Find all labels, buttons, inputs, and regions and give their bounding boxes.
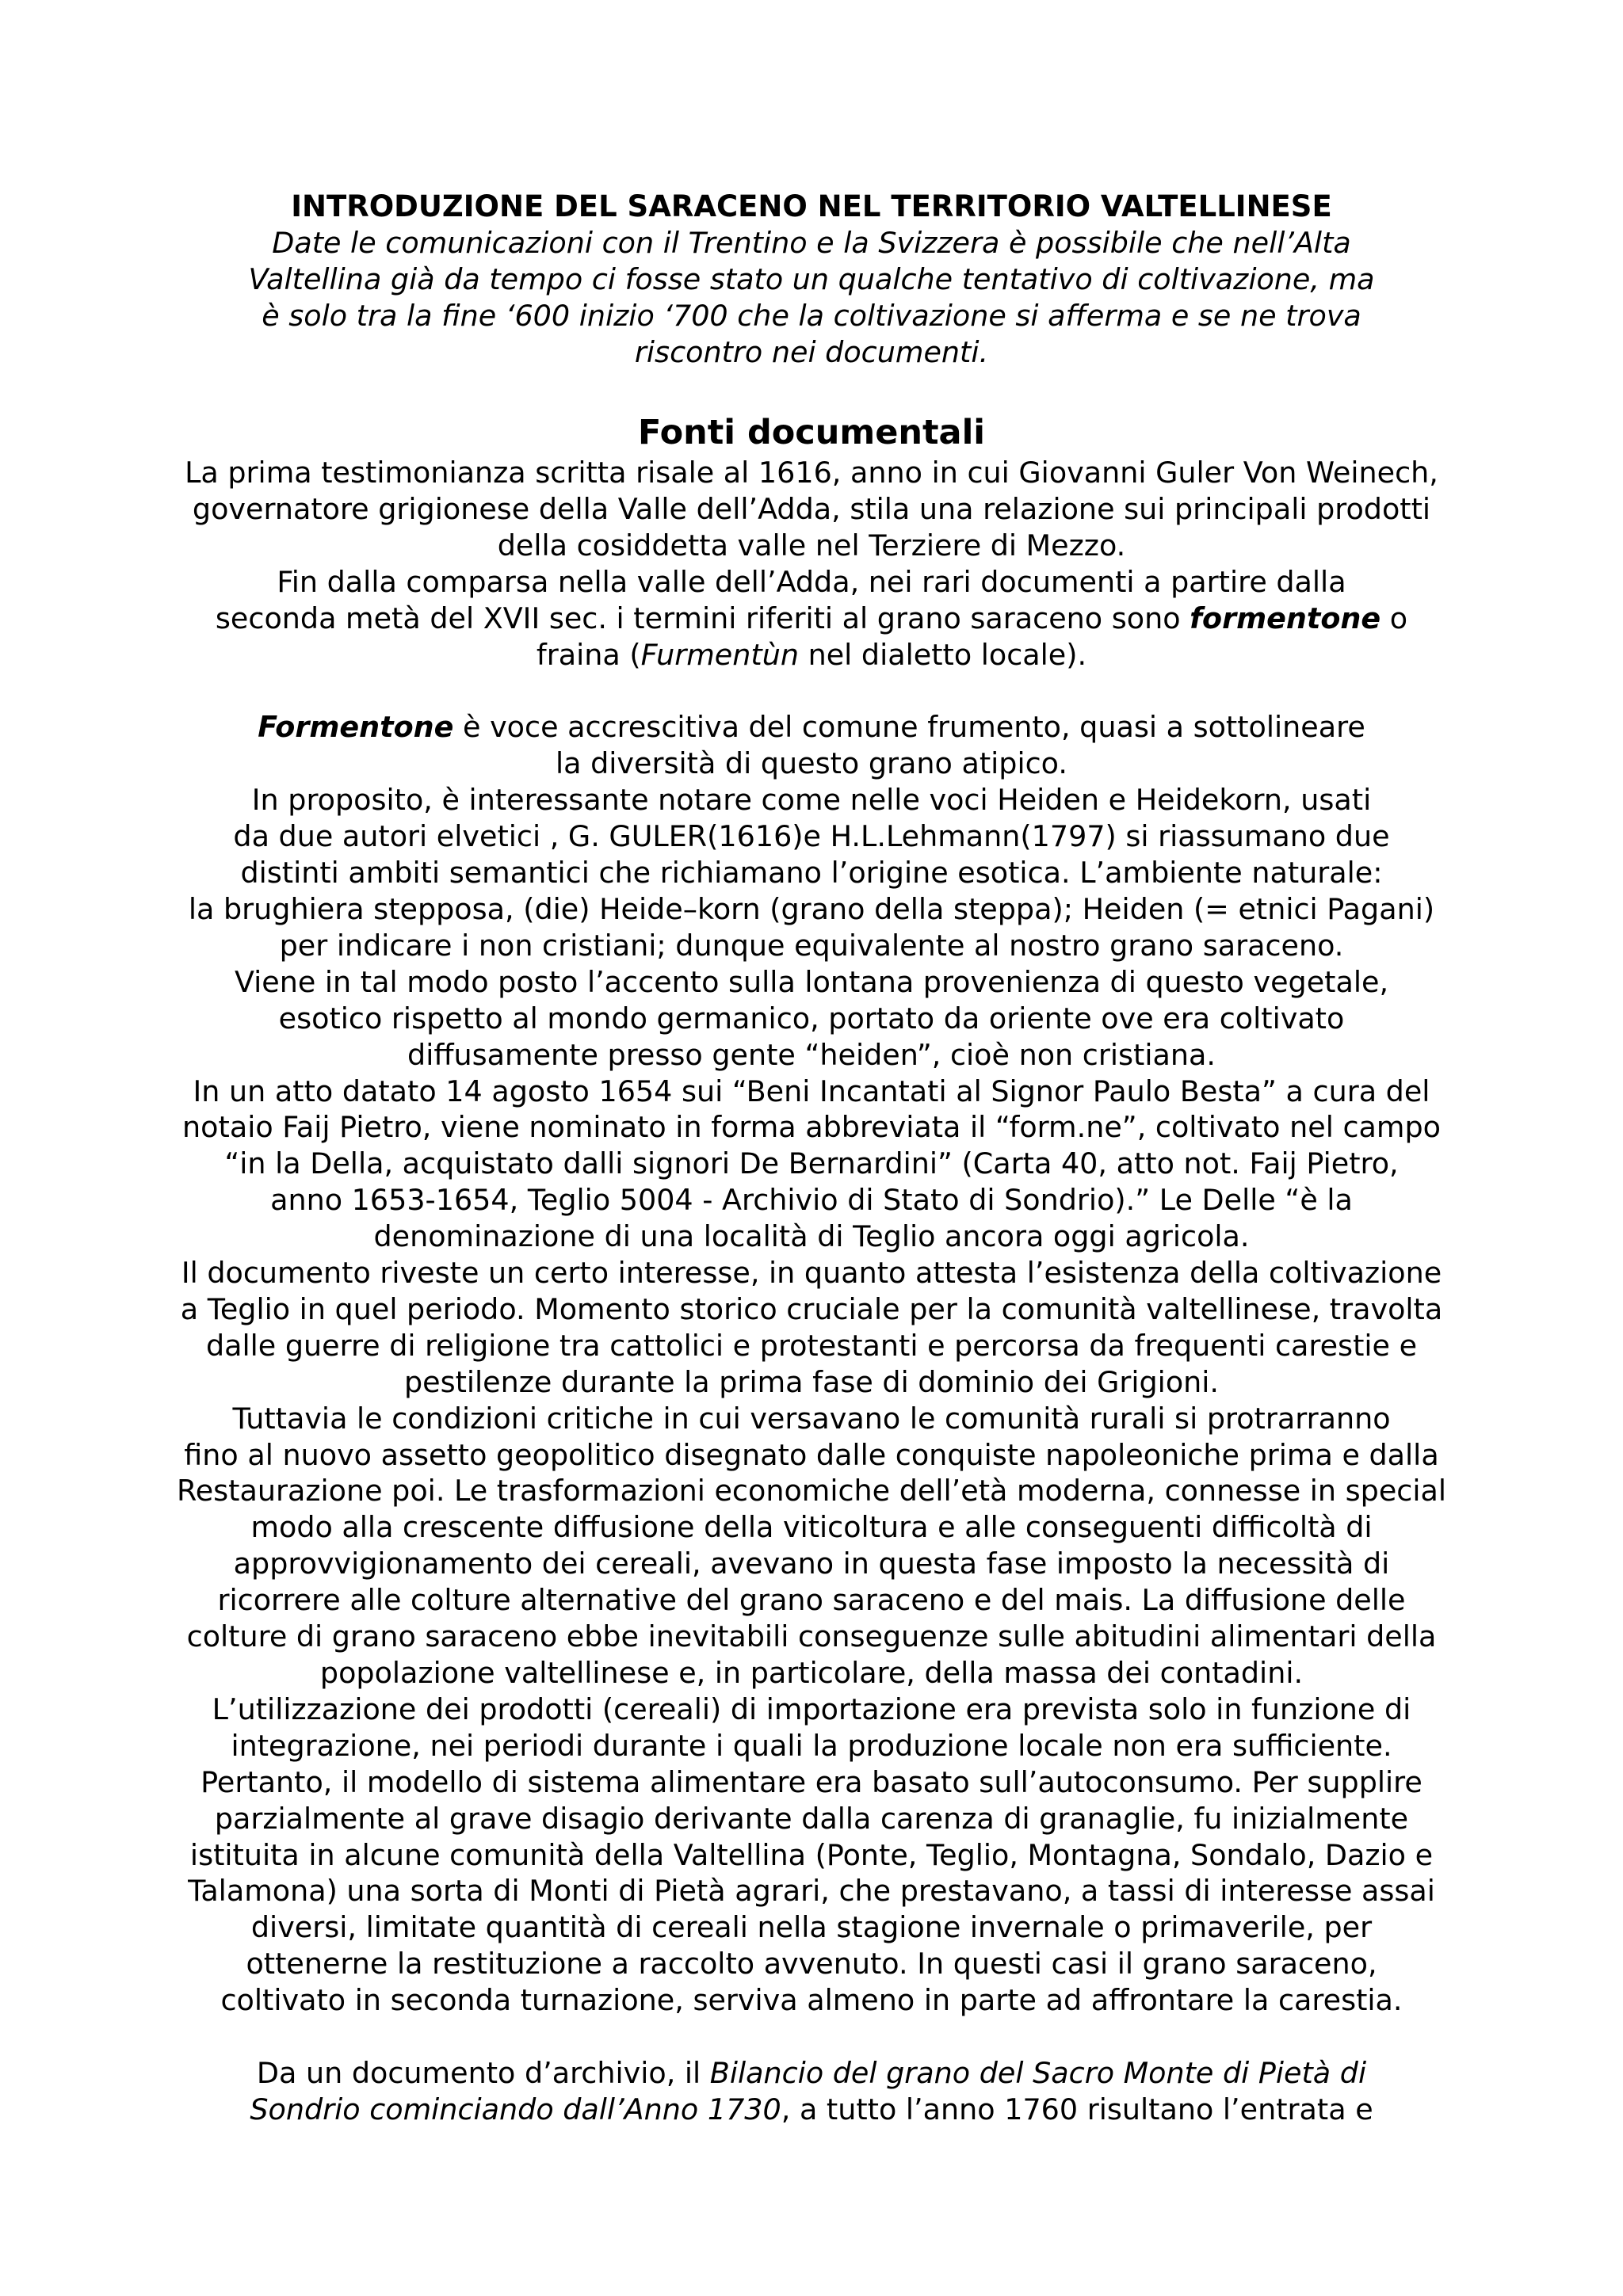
emphasis-term: formentone (1190, 601, 1381, 635)
text-line: dalle guerre di religione tra cattolici e protestanti e percorsa da frequenti carestie e (205, 1328, 1418, 1363)
text-line: ricorrere alle colture alternative del grano saraceno e del mais. La diffusione delle (217, 1583, 1406, 1618)
text-line: anno 1653-1654, Teglio 5004 - Archivio di Stato di Sondrio).” Le Delle “è la (270, 1183, 1353, 1218)
text-line: distinti ambiti semantici che richiamano l’origine esotica. L’ambiente naturale: (240, 856, 1383, 891)
text-run: seconda metà del XVII sec. i termini riferiti al grano saraceno sono (215, 601, 1190, 635)
text-line: Fin dalla comparsa nella valle dell’Adda, nei rari documenti a partire dalla (277, 564, 1346, 599)
text-run: o (1381, 601, 1408, 635)
text-line: Il documento riveste un certo interesse, in quanto attesta l’esistenza della coltivazione (181, 1256, 1442, 1291)
text-line: governatore grigionese della Valle dell’Adda, stila una relazione sui principali prodotti (192, 491, 1431, 526)
section-heading: Fonti documentali (637, 413, 986, 452)
text-line: Date le comunicazioni con il Trentino e la Svizzera è possibile che nell’Alta (272, 226, 1351, 260)
text-line: approvvigionamento dei cereali, avevano in questa fase imposto la necessità di (233, 1547, 1390, 1581)
text-line: della cosiddetta valle nel Terziere di Mezzo. (497, 528, 1126, 563)
text-line: In proposito, è interessante notare come nelle voci Heiden e Heidekorn, usati (251, 783, 1372, 818)
text-run: fraina ( (536, 637, 641, 672)
text-line: da due autori elvetici , G. GULER(1616)e H.L.Lehmann(1797) si riassumano due (233, 819, 1390, 854)
text-line: Restaurazione poi. Le trasformazioni economiche dell’età moderna, connesse in special (176, 1474, 1447, 1508)
text-line (143, 601, 1480, 637)
text-run: è voce accrescitiva del comune frumento, quasi a sottolineare (453, 710, 1365, 745)
page-title: INTRODUZIONE DEL SARACENO NEL TERRITORIO VALTELLINESE (291, 189, 1332, 223)
text-line: esotico rispetto al mondo germanico, portato da oriente ove era coltivato (278, 1001, 1345, 1035)
text-line: integrazione, nei periodi durante i quali la produzione locale non era sufficiente. (231, 1728, 1392, 1763)
text-line: diversi, limitate quantità di cereali nella stagione invernale o primaverile, per (250, 1910, 1373, 1945)
text-line: a Teglio in quel periodo. Momento storico cruciale per la comunità valtellinese, travolta (180, 1291, 1443, 1326)
sources-section (143, 410, 1480, 2128)
intro-section (143, 189, 1480, 371)
text-line: riscontro nei documenti. (634, 335, 989, 369)
text-line: L’utilizzazione dei prodotti (cereali) di importazione era prevista solo in funzione di (212, 1691, 1411, 1726)
text-line: ottenerne la restituzione a raccolto avvenuto. In questi casi il grano saraceno, (246, 1947, 1377, 1981)
text-line: Viene in tal modo posto l’accento sulla lontana provenienza di questo vegetale, (234, 964, 1389, 999)
text-line: la diversità di questo grano atipico. (556, 746, 1067, 781)
text-line (143, 2092, 1480, 2128)
text-line: denominazione di una località di Teglio ancora oggi agricola. (373, 1219, 1250, 1254)
text-line (143, 709, 1480, 746)
text-line: popolazione valtellinese e, in particolare, della massa dei contadini. (319, 1656, 1304, 1690)
paragraph-sources (143, 455, 1480, 673)
paragraph-gap (143, 673, 1480, 709)
text-run: nel dialetto locale). (798, 637, 1087, 672)
dialect-term: Furmentùn (640, 637, 799, 672)
text-line: coltivato in seconda turnazione, serviva almeno in parte ad affrontare la carestia. (220, 1983, 1403, 2018)
paragraph-gap (143, 2019, 1480, 2055)
text-line: parzialmente al grave disagio derivante dalla carenza di granaglie, fu inizialmente (214, 1801, 1409, 1836)
text-line: fino al nuovo assetto geopolitico disegnato dalle conquiste napoleoniche prima e dalla (184, 1437, 1439, 1472)
text-line: In un atto datato 14 agosto 1654 sui “Beni Incantati al Signor Paulo Besta” a cura del (193, 1074, 1430, 1108)
text-line: la brughiera stepposa, (die) Heide–korn (grano della steppa); Heiden (= etnici Pagani) (188, 891, 1435, 926)
text-line: Valtellina già da tempo ci fosse stato un qualche tentativo di coltivazione, ma (248, 262, 1375, 296)
text-line: è solo tra la fine ‘600 inizio ‘700 che la coltivazione si afferma e se ne trova (262, 299, 1361, 333)
text-line (143, 2055, 1480, 2092)
text-line: Talamona) una sorta di Monti di Pietà agrari, che prestavano, a tassi di interesse assai (188, 1874, 1435, 1909)
text-line (143, 637, 1480, 673)
text-run: , a tutto l’anno 1760 risultano l’entrata e (781, 2092, 1373, 2126)
text-line: La prima testimonianza scritta risale al 1616, anno in cui Giovanni Guler Von Weinech, (185, 456, 1438, 490)
paragraph-archive (143, 2055, 1480, 2128)
document-title: Sondrio cominciando dall’Anno 1730 (250, 2092, 781, 2126)
intro-paragraph (143, 225, 1480, 371)
document-title: Bilancio del grano del Sacro Monte di Pietà di (709, 2056, 1367, 2091)
text-line: Tuttavia le condizioni critiche in cui versavano le comunità rurali si protrarranno (232, 1401, 1391, 1436)
text-line: diffusamente presso gente “heiden”, cioè non cristiana. (407, 1037, 1216, 1072)
text-line: per indicare i non cristiani; dunque equivalente al nostro grano saraceno. (279, 928, 1344, 963)
text-line: pestilenze durante la prima fase di dominio dei Grigioni. (403, 1364, 1220, 1399)
paragraph-formentone (143, 709, 1480, 2019)
text-run: Da un documento d’archivio, il (256, 2056, 710, 2091)
text-line: “in la Della, acquistato dalli signori De Bernardini” (Carta 40, atto not. Faij Pietro, (224, 1146, 1399, 1181)
emphasis-term: Formentone (258, 710, 454, 745)
text-line: colture di grano saraceno ebbe inevitabili conseguenze sulle abitudini alimentari della (186, 1619, 1437, 1654)
text-line: istituita in alcune comunità della Valtellina (Ponte, Teglio, Montagna, Sondalo, Dazio e (189, 1837, 1434, 1872)
text-line: modo alla crescente diffusione della viticoltura e alle conseguenti difficoltà di (250, 1510, 1373, 1545)
text-line: Pertanto, il modello di sistema alimentare era basato sull’autoconsumo. Per supplire (200, 1764, 1423, 1799)
text-line: notaio Faij Pietro, viene nominato in forma abbreviata il “form.ne”, coltivato nel campo (182, 1110, 1441, 1145)
